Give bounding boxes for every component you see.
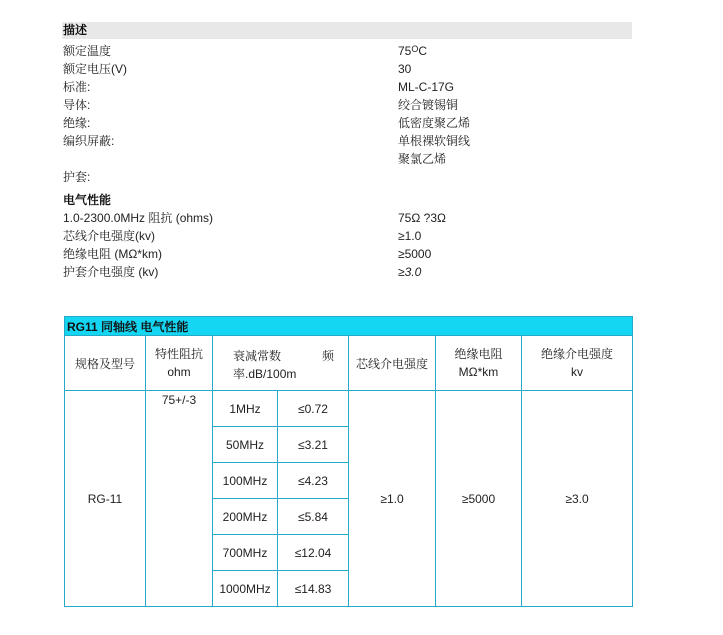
spec-label: 护套介电强度 (kv) — [63, 265, 159, 279]
spec-sheet — [62, 22, 632, 281]
freq-cell: 1MHz — [213, 391, 278, 427]
spec-row-conductor — [62, 96, 632, 114]
spec-value: 75Ω ?3Ω — [398, 211, 446, 225]
spec-row-rated-voltage — [62, 60, 632, 78]
attenuation-cell: ≤4.23 — [278, 463, 349, 499]
spec-label: 绝缘: — [63, 116, 91, 130]
spec-label: 绝缘电阻 (MΩ*km) — [63, 247, 162, 261]
spec-value: ≥5000 — [398, 247, 432, 261]
core-strength-cell: ≥1.0 — [349, 391, 436, 607]
table-caption: RG11 同轴线 电气性能 — [65, 317, 633, 336]
spec-label: 护套: — [63, 170, 91, 184]
header-attenuation: 衰减常数 频 率.dB/100m — [213, 336, 349, 391]
spec-value: 绞合镀锡铜 — [398, 98, 459, 112]
spec-value: 30 — [398, 62, 412, 76]
header-jacket-strength: 绝缘介电强度 kv — [522, 336, 633, 391]
spec-label: 额定电压(V) — [63, 62, 127, 76]
spec-label: 编织屏蔽: — [63, 134, 115, 148]
spec-label: 标准: — [63, 80, 91, 94]
spec-value: ML-C-17G — [398, 80, 455, 94]
attenuation-cell: ≤14.83 — [278, 571, 349, 607]
freq-cell: 700MHz — [213, 535, 278, 571]
spec-value: 低密度聚乙烯 — [398, 116, 471, 130]
spec-row-standard — [62, 78, 632, 96]
insulation-cell: ≥5000 — [436, 391, 522, 607]
spec-label: 芯线介电强度(kv) — [63, 229, 155, 243]
spec-row-braid-shield — [62, 132, 632, 150]
spec-row-core-dielectric — [62, 227, 632, 245]
attenuation-cell: ≤0.72 — [278, 391, 349, 427]
spec-label: 导体: — [63, 98, 91, 112]
spec-value: $75^OC$ — [398, 44, 428, 58]
spec-value: 聚氯乙烯 — [398, 152, 447, 166]
freq-cell: 100MHz — [213, 463, 278, 499]
spec-value: ≥1.0 — [398, 229, 422, 243]
spec-value: ≥3.0 — [398, 265, 422, 279]
freq-cell: 1000MHz — [213, 571, 278, 607]
spec-row-rated-temperature — [62, 42, 632, 60]
spec-row-jacket-dielectric — [62, 263, 632, 281]
spec-label: 额定温度 — [63, 44, 112, 58]
spec-row-impedance — [62, 209, 632, 227]
jacket-strength-cell: ≥3.0 — [522, 391, 633, 607]
attenuation-cell: ≤12.04 — [278, 535, 349, 571]
freq-cell: 50MHz — [213, 427, 278, 463]
spec-value: 单根裸软铜线 — [398, 134, 471, 148]
attenuation-cell: ≤5.84 — [278, 499, 349, 535]
header-model: 规格及型号 — [65, 336, 146, 391]
model-cell: RG-11 — [65, 391, 146, 607]
spec-row-jacket-material — [62, 150, 632, 168]
description-heading: 描述 — [62, 22, 632, 39]
electrical-heading: 电气性能 — [63, 193, 112, 207]
spec-row-insulation — [62, 114, 632, 132]
header-impedance: 特性阻抗 ohm — [146, 336, 213, 391]
freq-cell: 200MHz — [213, 499, 278, 535]
spec-row-jacket — [62, 168, 632, 186]
spec-label: 1.0-2300.0MHz 阻抗 (ohms) — [63, 211, 214, 225]
rg11-performance-table — [64, 316, 632, 607]
spec-row-insulation-resistance — [62, 245, 632, 263]
header-core-strength: 芯线介电强度 — [349, 336, 436, 391]
attenuation-cell: ≤3.21 — [278, 427, 349, 463]
impedance-cell: 75+/-3 — [146, 391, 213, 607]
header-insulation: 绝缘电阻 MΩ*km — [436, 336, 522, 391]
